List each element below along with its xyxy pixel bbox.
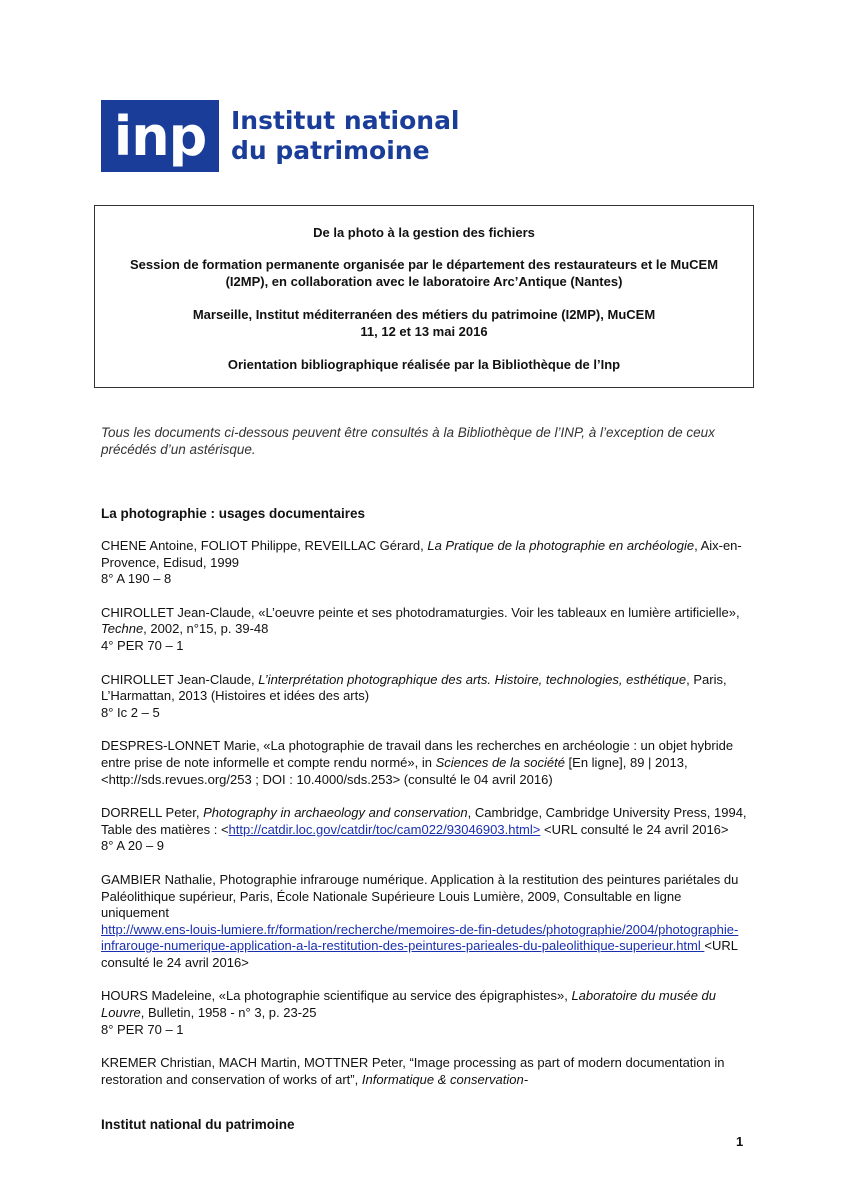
header-place: Marseille, Institut méditerranéen des métiers du patrimoine (I2MP), MuCEM — [192, 307, 656, 322]
bib-call-number: 8° A 20 – 9 — [101, 838, 165, 854]
header-dates: 11, 12 et 13 mai 2016 — [360, 324, 488, 339]
bib-call-number: 8° Ic 2 – 5 — [101, 704, 160, 720]
bib-entry — [101, 538, 747, 588]
bib-consulted: <URL consulté le 24 avril 2016> — [540, 821, 729, 837]
bib-authors: CHIROLLET Jean-Claude, — [101, 671, 259, 687]
bib-title: Laboratoire du musée du Louvre — [101, 988, 716, 1021]
logo-line-1: Institut national — [231, 106, 460, 135]
bib-title: Sciences de la société — [435, 754, 565, 770]
header-session-line-1: Session de formation permanente organisée par le département des restaurateurs et le MuCEM — [129, 257, 719, 272]
bib-authors: HOURS Madeleine, «La photographie scientifique au service des épigraphistes», — [101, 988, 572, 1004]
inp-logo — [101, 100, 460, 172]
logo-mark: inp — [101, 100, 219, 172]
bib-entry — [101, 1055, 747, 1088]
bib-details: , Aix-en-Provence, Edisud, 1999 — [101, 538, 742, 570]
header-orientation: Orientation bibliographique réalisée par la Bibliothèque de l’Inp — [227, 357, 621, 372]
footer-institution: Institut national du patrimoine — [101, 1117, 295, 1132]
bib-text: GAMBIER Nathalie, Photographie infrarouge numérique. Application à la restitution des peintures pariétales du Paléolithique supérieur, Paris, École Nationale Supérieure Louis Lumière, 2009, Consultable en ligne uniquement — [101, 871, 739, 921]
logo-wordmark — [231, 106, 460, 166]
bib-call-number: 4° PER 70 – 1 — [101, 637, 184, 653]
bib-consulted: <URL consulté le 24 avril 2016> — [101, 938, 738, 970]
bib-title: Techne — [101, 621, 144, 637]
bib-title: La Pratique de la photographie en archéologie — [427, 538, 695, 553]
bib-call-number: 8° A 190 – 8 — [101, 571, 172, 587]
bib-entry — [101, 872, 747, 972]
bib-title: Informatique & conservation- — [361, 1071, 529, 1087]
bib-authors: KREMER Christian, MACH Martin, MOTTNER Peter, “Image processing as part of modern documentation in restoration and conservation of works of art”, — [101, 1055, 725, 1087]
header-box — [94, 205, 754, 388]
bib-entry — [101, 988, 747, 1038]
header-session-line-2: (I2MP), en collaboration avec le laboratoire Arc’Antique (Nantes) — [225, 274, 623, 289]
bib-details: , Paris, L’Harmattan, 2013 (Histoires et idées des arts) — [101, 671, 727, 704]
section-title: La photographie : usages documentaires — [101, 506, 366, 521]
bib-details: , Bulletin, 1958 - n° 3, p. 23-25 — [140, 1005, 317, 1021]
header-title: De la photo à la gestion des fichiers — [313, 225, 535, 240]
logo-line-2: du patrimoine — [231, 136, 430, 165]
bib-authors: CHENE Antoine, FOLIOT Philippe, REVEILLAC Gérard, — [101, 538, 428, 553]
bib-entry — [101, 672, 747, 722]
bib-authors: CHIROLLET Jean-Claude, «L’oeuvre peinte et ses photodramaturgies. Voir les tableaux en lumière artificielle», — [101, 604, 740, 620]
bib-title: L’interprétation photographique des arts. Histoire, technologies, esthétique — [258, 671, 687, 687]
bib-entry — [101, 738, 747, 788]
bib-entry — [101, 805, 747, 855]
bib-title: Photography in archaeology and conservation — [203, 805, 468, 821]
bib-details: , 2002, n°15, p. 39-48 — [143, 621, 269, 637]
bib-details: , Cambridge, Cambridge University Press, 1994, Table des matières : < — [101, 805, 747, 837]
bib-details: [En ligne], 89 | 2013, <http://sds.revues.org/253 ; DOI : 10.4000/sds.253> (consulté le 04 avril 2016) — [101, 754, 688, 787]
bib-authors: DESPRES-LONNET Marie, «La photographie de travail dans les recherches en archéologie : un objet hybride entre prise de note informelle et compte rendu normé», in — [101, 738, 734, 770]
bib-link[interactable]: http://catdir.loc.gov/catdir/toc/cam022/93046903.html> — [228, 821, 541, 837]
intro-note: Tous les documents ci-dessous peuvent être consultés à la Bibliothèque de l’INP, à l’exception de ceux précédés d’un astérisque. — [101, 425, 715, 457]
bibliography-list — [101, 538, 747, 1105]
bib-entry — [101, 605, 747, 655]
bib-authors: DORRELL Peter, — [101, 805, 204, 821]
bib-call-number: 8° PER 70 – 1 — [101, 1021, 184, 1037]
page-number: 1 — [736, 1134, 744, 1149]
bib-link[interactable]: http://www.ens-louis-lumiere.fr/formation/recherche/memoires-de-fin-detudes/photographie/2004/photographie-infrarouge-numerique-application-a-la-restitution-des-peintures-parieales-du-paleolithique-superieur.html — [101, 921, 739, 954]
